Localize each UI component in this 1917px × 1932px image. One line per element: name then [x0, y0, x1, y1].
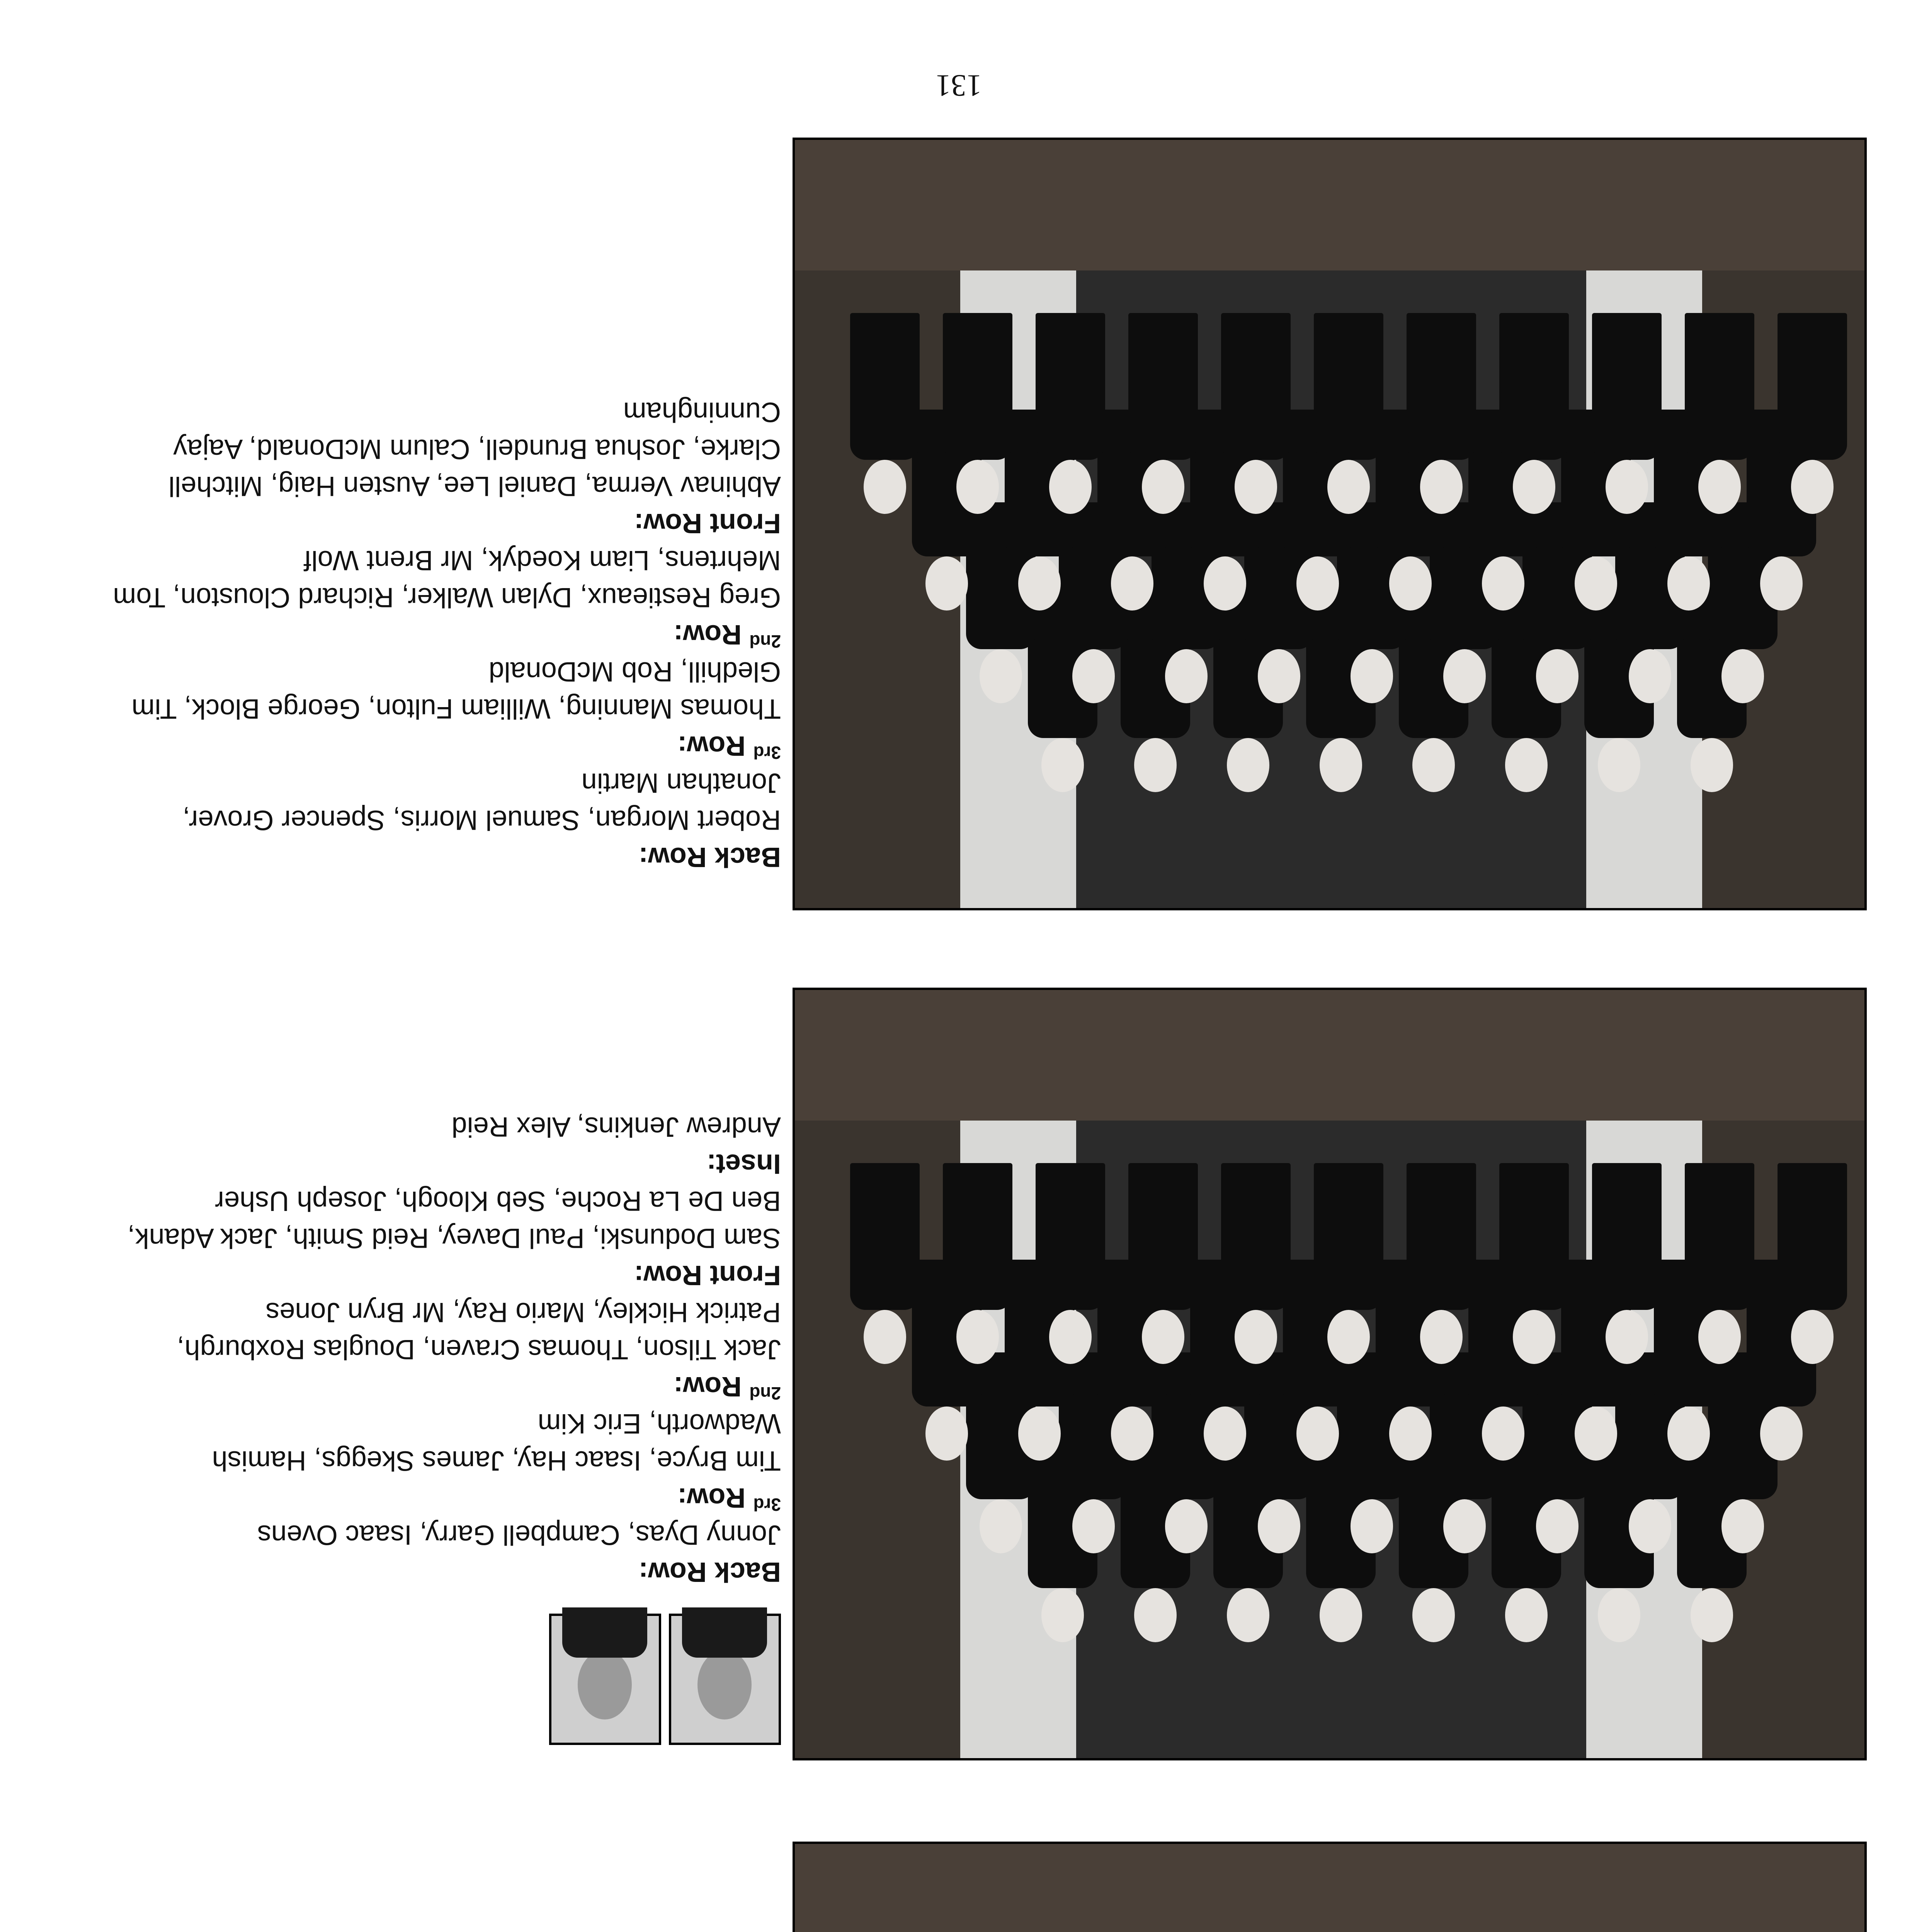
row-heading [85, 1145, 781, 1182]
row-label: Front Row: [634, 1260, 781, 1291]
row-heading [85, 727, 781, 764]
student-figure [1698, 1163, 1741, 1364]
row-heading [85, 1257, 781, 1294]
row-heading [85, 1368, 781, 1405]
row-heading [85, 616, 781, 653]
students-group [810, 251, 1849, 792]
student-figure [1235, 1163, 1277, 1364]
student-figure [956, 313, 999, 514]
row-heading [85, 838, 781, 876]
row-names: Sam Dodunski, Paul Davey, Reid Smith, Jack Adank, Ben De La Roche, Seb Kloogh, Joseph Usher [127, 1185, 781, 1253]
student-figure [1142, 313, 1184, 514]
row-ordinal: 3rd [753, 1495, 781, 1515]
caption-3 [85, 393, 781, 876]
student-figure [1606, 1163, 1648, 1364]
student-figure [1327, 1163, 1370, 1364]
caption-2 [85, 1108, 781, 1590]
row-label: Back Row: [638, 1556, 781, 1587]
student-figure [1142, 1163, 1184, 1364]
class-photo-section-3 [0, 138, 1917, 910]
student-figure [864, 313, 906, 514]
student-figure [1698, 313, 1741, 514]
student-figure [1791, 1163, 1834, 1364]
class-photo-section-1 [0, 1842, 1917, 1932]
student-figure [1420, 1163, 1463, 1364]
student-figure [1049, 1163, 1092, 1364]
row-names: Tim Bryce, Isaac Hay, James Skeggs, Hamish Wadworth, Eric Kim [212, 1408, 781, 1476]
student-figure [1327, 313, 1370, 514]
student-figure [1513, 313, 1555, 514]
students-group [810, 1101, 1849, 1642]
student-figure [1235, 313, 1277, 514]
page-number: 131 [936, 68, 982, 102]
student-figure [1513, 1163, 1555, 1364]
row-label: Front Row: [634, 508, 781, 539]
row-names: Jonny Dyas, Campbell Garry, Isaac Ovens [257, 1519, 781, 1550]
student-figure [1791, 313, 1834, 514]
row-names: Robert Morgan, Samuel Morris, Spencer Grover, Jonathan Martin [182, 767, 781, 835]
row-label: Row: [674, 1371, 742, 1402]
row-ordinal: 2nd [749, 631, 781, 651]
class-photo-section-2 [0, 988, 1917, 1760]
student-figure [1606, 313, 1648, 514]
row-names: Greg Restieaux, Dylan Walker, Richard Clouston, Tom Mehrtens, Liam Koedyk, Mr Brent Wolf [113, 545, 781, 613]
row-names: Abhinav Verma, Daniel Lee, Austen Haig, Mitchell Clarke, Joshua Brundell, Calum McDonald, Aajay Cunningham [168, 396, 781, 502]
row-heading [85, 1479, 781, 1516]
row-label: Row: [674, 619, 742, 650]
row-names: Thomas Manning, William Fulton, George Block, Tim Gledhill, Rob McDonald [131, 656, 781, 724]
group-photo-2 [793, 988, 1867, 1760]
student-figure [864, 1163, 906, 1364]
group-photo-1 [793, 1842, 1867, 1932]
row-label: Back Row: [638, 842, 781, 872]
row-label: Inset: [706, 1148, 781, 1179]
row-label: Row: [677, 730, 746, 761]
row-names: Jack Tilson, Thomas Craven, Douglas Roxburgh, Patrick Hickley, Mario Ray, Mr Bryn Jones [177, 1297, 781, 1365]
row-heading [85, 1553, 781, 1590]
inset-portrait-1 [669, 1614, 781, 1745]
row-ordinal: 3rd [753, 743, 781, 763]
student-figure [1049, 313, 1092, 514]
student-figure [1420, 313, 1463, 514]
student-figure [956, 1163, 999, 1364]
inset-portrait-2 [549, 1614, 661, 1745]
row-names: Andrew Jenkins, Alex Reid [451, 1111, 781, 1142]
row-heading [85, 505, 781, 542]
row-ordinal: 2nd [749, 1383, 781, 1403]
row-label: Row: [677, 1482, 746, 1513]
group-photo-3 [793, 138, 1867, 910]
